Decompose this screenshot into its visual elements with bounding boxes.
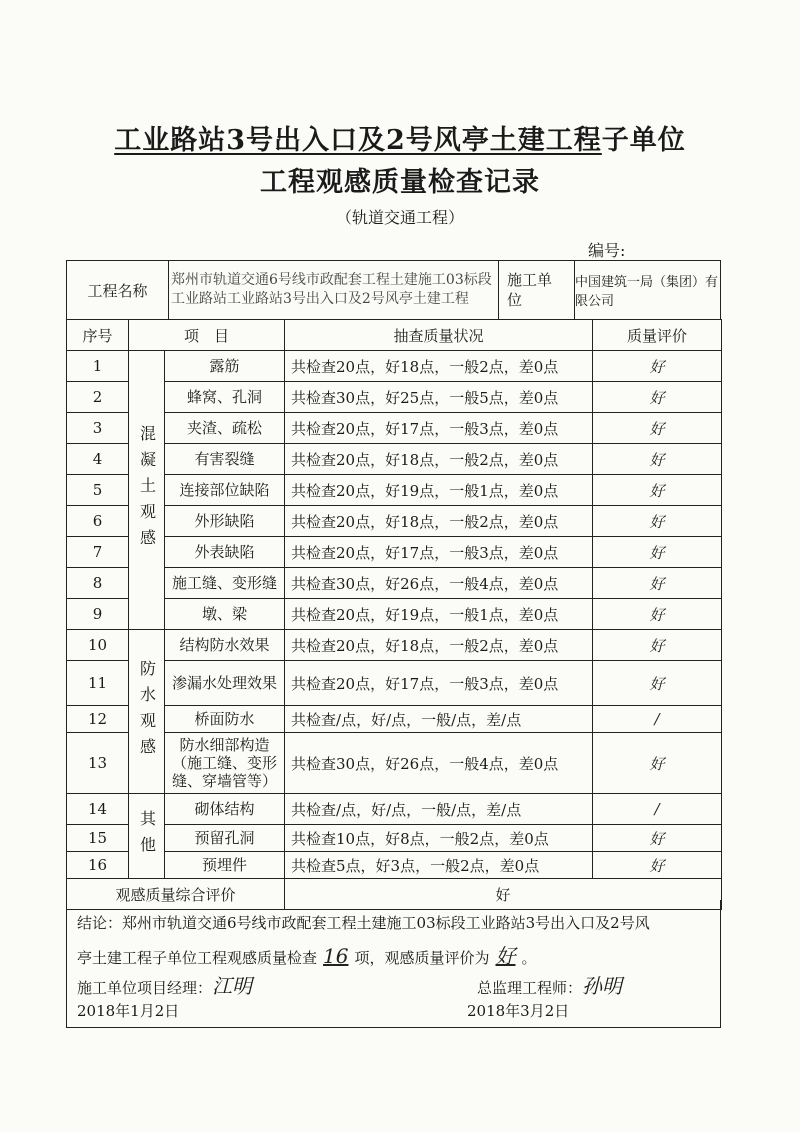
table-row	[67, 599, 722, 630]
col-seq-header: 序号	[67, 320, 129, 351]
table-row	[67, 661, 722, 706]
row-rating: 好	[593, 382, 722, 413]
document-subtitle: （轨道交通工程）	[335, 208, 464, 227]
row-rating: 好	[593, 825, 722, 852]
table-row	[67, 568, 722, 599]
table-row	[67, 825, 722, 852]
row-rating: 好	[593, 852, 722, 879]
row-seq: 10	[67, 630, 129, 661]
row-item: 连接部位缺陷	[165, 475, 285, 506]
row-status: 共检查20点，好18点，一般2点，差0点	[285, 351, 593, 382]
row-status: 共检查5点，好3点，一般2点，差0点	[285, 852, 593, 879]
row-seq: 7	[67, 537, 129, 568]
row-rating: /	[593, 706, 722, 733]
table-row	[67, 351, 722, 382]
overall-label: 观感质量综合评价	[67, 879, 285, 910]
row-rating: 好	[593, 599, 722, 630]
row-item: 施工缝、变形缝	[165, 568, 285, 599]
row-seq: 11	[67, 661, 129, 706]
row-status: 共检查20点，好17点，一般3点，差0点	[285, 537, 593, 568]
row-status: 共检查20点，好19点，一般1点，差0点	[285, 475, 593, 506]
chief-supervisor-line	[477, 970, 622, 999]
chief-supervisor-label: 总监理工程师：	[477, 979, 583, 997]
row-seq: 3	[67, 413, 129, 444]
project-name-label: 工程名称	[67, 261, 169, 319]
date-right: 2018年3月2日	[467, 1002, 570, 1020]
row-seq: 14	[67, 794, 129, 825]
row-seq: 2	[67, 382, 129, 413]
row-status: 共检查20点，好18点，一般2点，差0点	[285, 444, 593, 475]
row-item: 预留孔洞	[165, 825, 285, 852]
title-tail: 子单位	[601, 125, 686, 156]
category-concrete: 混凝土观感	[129, 351, 165, 630]
row-seq: 5	[67, 475, 129, 506]
contractor-value: 中国建筑一局（集团）有限公司	[575, 275, 719, 309]
contractor-label: 施工单位	[499, 261, 575, 319]
row-item: 外形缺陷	[165, 506, 285, 537]
conclusion-text-3: 项，观感质量评价为	[354, 949, 490, 967]
table-row	[67, 506, 722, 537]
conclusion-section	[66, 900, 721, 1028]
category-other: 其他	[129, 794, 165, 879]
col-status-header: 抽查质量状况	[285, 320, 593, 351]
row-status: 共检查/点，好/点，一般/点，差/点	[285, 794, 593, 825]
row-rating: /	[593, 794, 722, 825]
col-rating-header: 质量评价	[593, 320, 722, 351]
row-item: 砌体结构	[165, 794, 285, 825]
row-rating: 好	[593, 630, 722, 661]
project-manager-label: 施工单位项目经理：	[77, 979, 213, 997]
row-item: 结构防水效果	[165, 630, 285, 661]
row-seq: 16	[67, 852, 129, 879]
row-item: 夹渣、疏松	[165, 413, 285, 444]
project-manager-line	[77, 970, 252, 999]
date-left: 2018年1月2日	[77, 1002, 180, 1020]
row-item: 墩、梁	[165, 599, 285, 630]
row-seq: 15	[67, 825, 129, 852]
row-item: 预埋件	[165, 852, 285, 879]
inspected-count: 16	[323, 944, 349, 968]
row-seq: 12	[67, 706, 129, 733]
table-row	[67, 382, 722, 413]
row-seq: 4	[67, 444, 129, 475]
row-seq: 13	[67, 733, 129, 794]
inspection-table	[66, 319, 722, 910]
row-rating: 好	[593, 661, 722, 706]
table-row	[67, 706, 722, 733]
row-item: 防水细部构造（施工缝、变形缝、穿墙管等）	[165, 733, 285, 794]
table-row	[67, 475, 722, 506]
table-row	[67, 413, 722, 444]
row-status: 共检查10点，好8点，一般2点，差0点	[285, 825, 593, 852]
row-item: 桥面防水	[165, 706, 285, 733]
row-item: 有害裂缝	[165, 444, 285, 475]
document-title-line1	[0, 118, 800, 157]
row-item: 渗漏水处理效果	[165, 661, 285, 706]
conclusion-text-4: 。	[521, 949, 537, 967]
chief-supervisor-signature: 孙明	[582, 974, 623, 998]
title-project-name: 工业路站3号出入口及2号风亭土建工程	[114, 125, 602, 156]
table-row	[67, 630, 722, 661]
conclusion-line2	[77, 940, 537, 969]
row-status: 共检查/点，好/点，一般/点，差/点	[285, 706, 593, 733]
row-rating: 好	[593, 733, 722, 794]
table-row	[67, 444, 722, 475]
row-item: 露筋	[165, 351, 285, 382]
row-rating: 好	[593, 568, 722, 599]
row-rating: 好	[593, 444, 722, 475]
record-number-label: 编号:	[588, 241, 626, 260]
row-status: 共检查20点，好18点，一般2点，差0点	[285, 630, 593, 661]
conclusion-text-2: 亭土建工程子单位工程观感质量检查	[77, 949, 318, 967]
row-rating: 好	[593, 537, 722, 568]
row-item: 蜂窝、孔洞	[165, 382, 285, 413]
project-manager-signature: 江明	[212, 974, 253, 998]
table-row	[67, 537, 722, 568]
row-status: 共检查30点，好25点，一般5点，差0点	[285, 382, 593, 413]
row-item: 外表缺陷	[165, 537, 285, 568]
table-header-row	[67, 320, 722, 351]
row-seq: 1	[67, 351, 129, 382]
overall-value: 好	[285, 879, 722, 910]
project-name-value: 郑州市轨道交通6号线市政配套工程土建施工03标段工业路站工业路站3号出入口及2号风亭土建工程	[169, 261, 499, 319]
category-waterproof: 防水观感	[129, 630, 165, 794]
header-table	[66, 260, 721, 320]
conclusion-result: 好	[495, 944, 516, 968]
row-rating: 好	[593, 413, 722, 444]
row-seq: 8	[67, 568, 129, 599]
row-rating: 好	[593, 506, 722, 537]
row-status: 共检查20点，好17点，一般3点，差0点	[285, 413, 593, 444]
row-status: 共检查30点，好26点，一般4点，差0点	[285, 568, 593, 599]
table-row	[67, 794, 722, 825]
row-rating: 好	[593, 351, 722, 382]
row-status: 共检查20点，好18点，一般2点，差0点	[285, 506, 593, 537]
row-seq: 6	[67, 506, 129, 537]
table-row	[67, 852, 722, 879]
row-rating: 好	[593, 475, 722, 506]
row-status: 共检查30点，好26点，一般4点，差0点	[285, 733, 593, 794]
row-status: 共检查20点，好19点，一般1点，差0点	[285, 599, 593, 630]
col-item-header: 项 目	[129, 320, 285, 351]
table-row	[67, 733, 722, 794]
row-status: 共检查20点，好17点，一般3点，差0点	[285, 661, 593, 706]
document-title-line2: 工程观感质量检查记录	[260, 167, 540, 198]
row-seq: 9	[67, 599, 129, 630]
conclusion-line1: 结论：郑州市轨道交通6号线市政配套工程土建施工03标段工业路站3号出入口及2号风	[77, 914, 650, 932]
